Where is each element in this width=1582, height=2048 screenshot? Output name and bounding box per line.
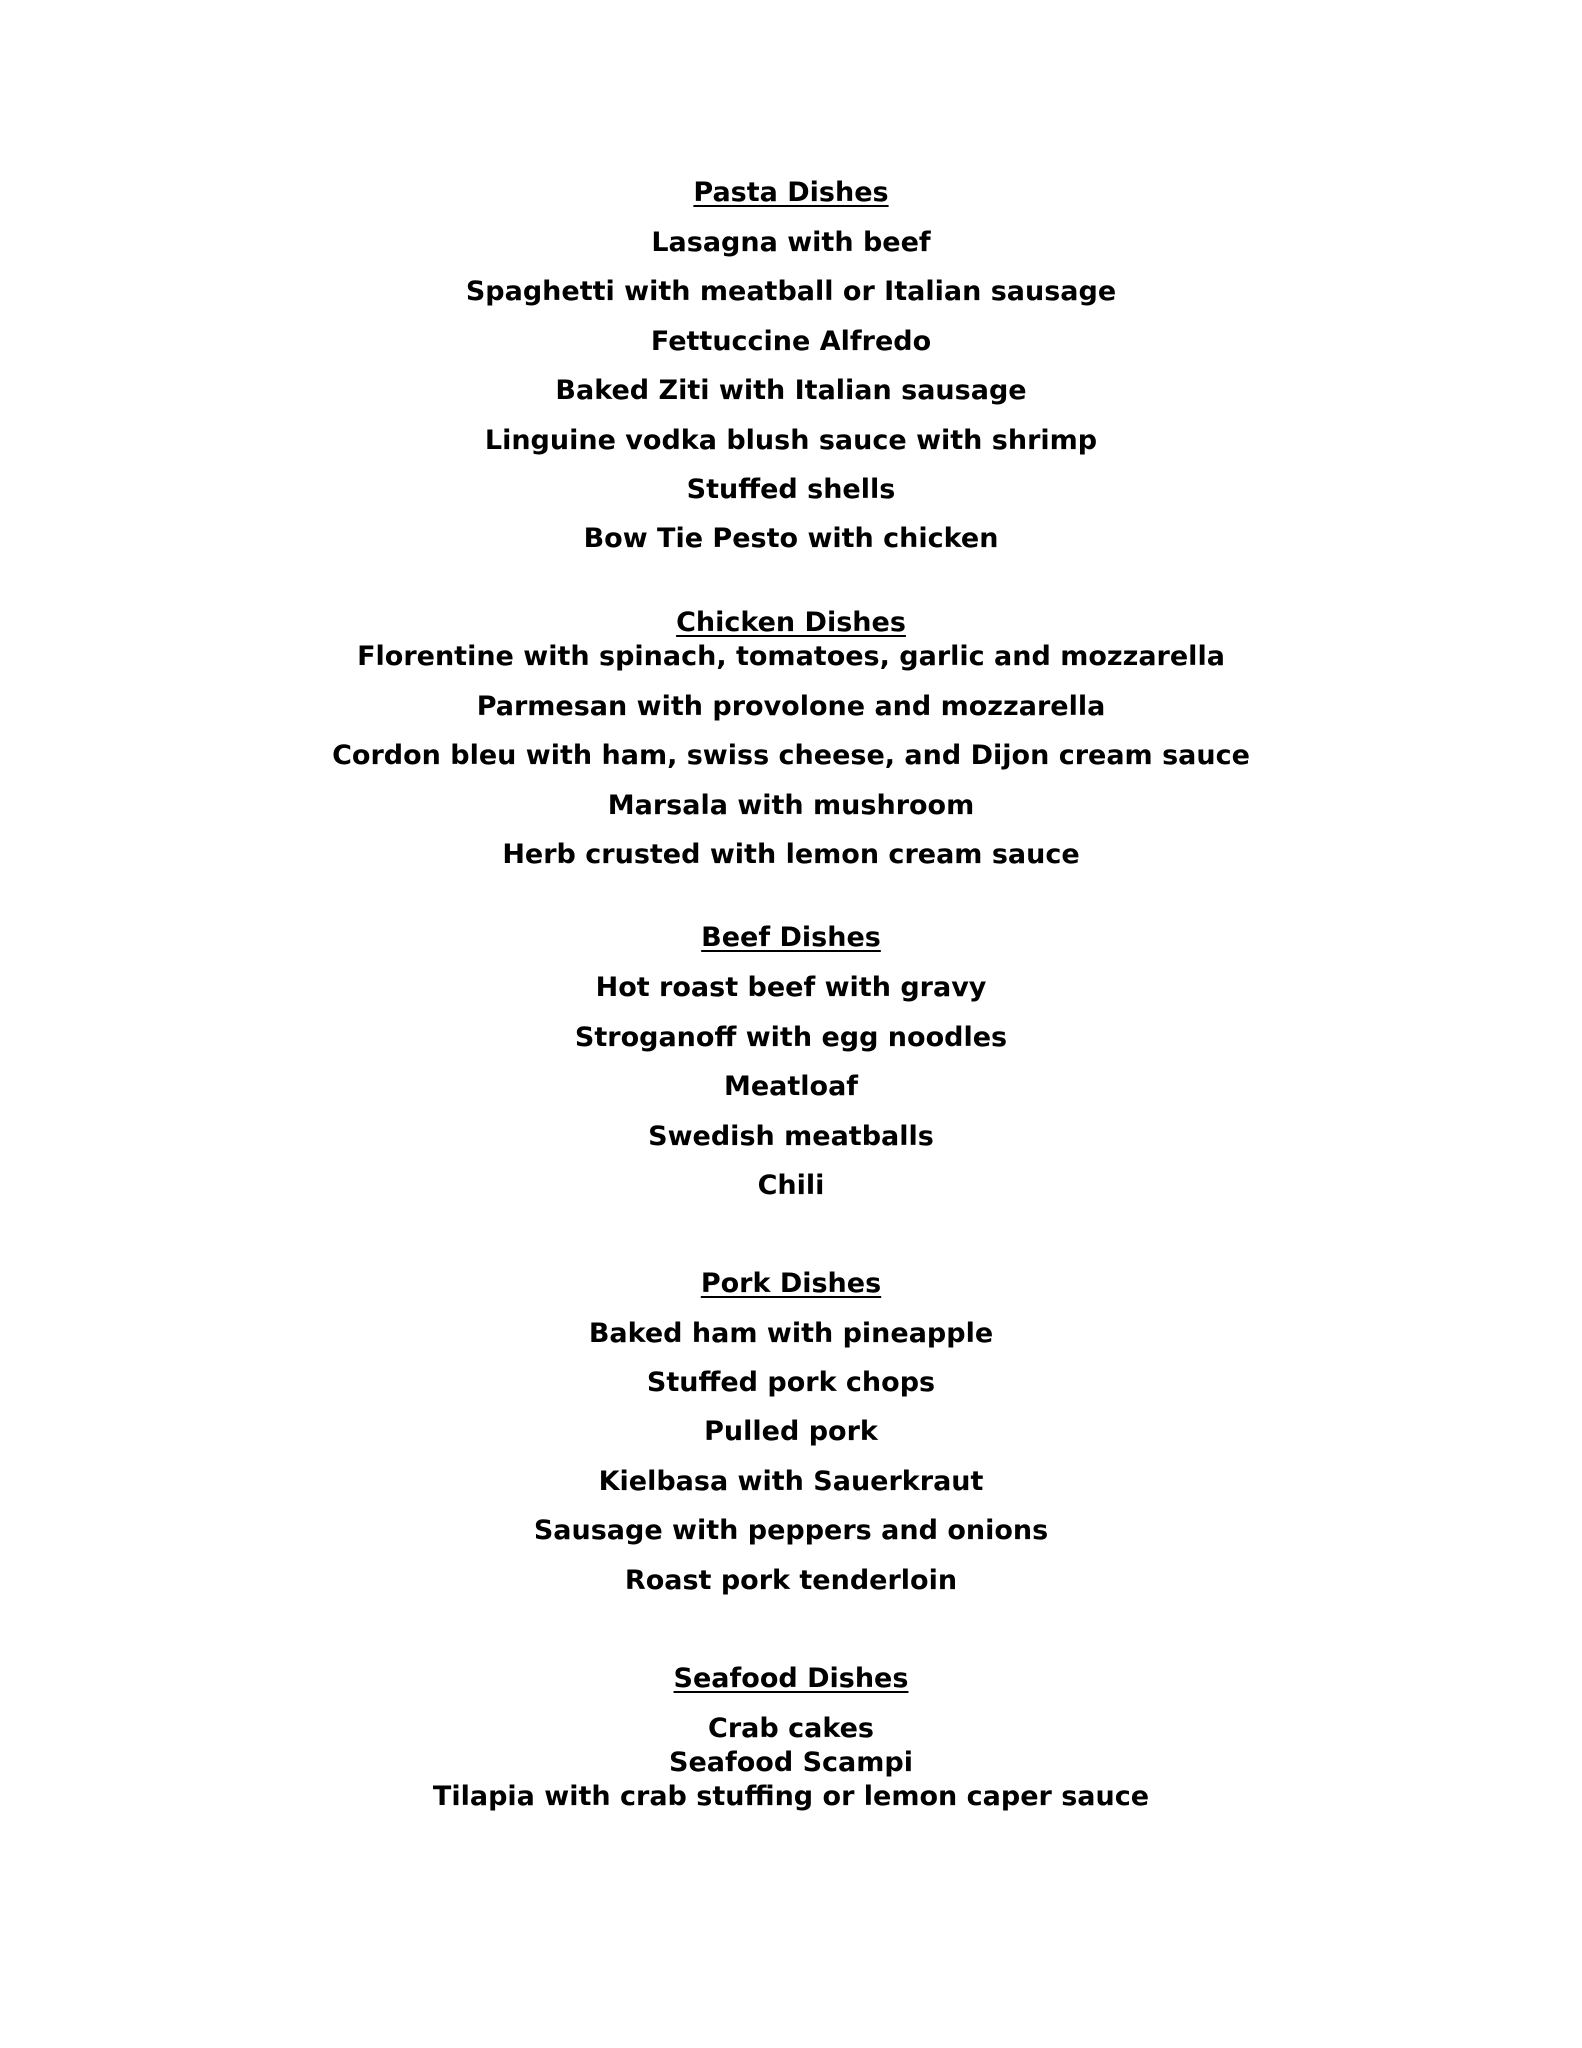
menu-item: Herb crusted with lemon cream sauce <box>502 839 1080 870</box>
menu-item: Cordon bleu with ham, swiss cheese, and Dijon cream sauce <box>332 740 1250 771</box>
menu-item: Tilapia with crab stuffing or lemon caper sauce <box>432 1781 1150 1812</box>
menu-item: Hot roast beef with gravy <box>595 972 987 1003</box>
section-heading-seafood: Seafood Dishes <box>673 1663 909 1694</box>
menu-item: Baked ham with pineapple <box>588 1318 994 1349</box>
menu-item: Linguine vodka blush sauce with shrimp <box>484 425 1098 456</box>
section-heading-beef: Beef Dishes <box>701 922 881 953</box>
menu-item: Chili <box>757 1170 825 1201</box>
menu-item: Meatloaf <box>723 1071 859 1102</box>
menu-item: Pulled pork <box>704 1416 878 1447</box>
menu-item: Roast pork tenderloin <box>624 1565 958 1596</box>
menu-item: Stroganoff with egg noodles <box>574 1022 1008 1053</box>
menu-item: Lasagna with beef <box>651 227 931 258</box>
menu-item: Marsala with mushroom <box>607 790 975 821</box>
menu-item: Kielbasa with Sauerkraut <box>598 1466 984 1497</box>
menu-item: Spaghetti with meatball or Italian sausage <box>465 276 1117 307</box>
menu-item: Crab cakes <box>708 1713 874 1744</box>
menu-item: Baked Ziti with Italian sausage <box>555 375 1027 406</box>
menu-item: Parmesan with provolone and mozzarella <box>476 691 1106 722</box>
menu-item: Stuffed shells <box>686 474 896 505</box>
menu-item: Swedish meatballs <box>648 1121 934 1152</box>
menu-item: Stuffed pork chops <box>646 1367 936 1398</box>
menu-item: Florentine with spinach, tomatoes, garlic and mozzarella <box>357 641 1225 672</box>
section-heading-pork: Pork Dishes <box>700 1268 882 1299</box>
menu-item: Bow Tie Pesto with chicken <box>583 523 999 554</box>
menu-item: Seafood Scampi <box>669 1747 913 1778</box>
menu-item: Fettuccine Alfredo <box>650 326 932 357</box>
section-heading-chicken: Chicken Dishes <box>676 607 906 638</box>
menu-item: Sausage with peppers and onions <box>533 1515 1049 1546</box>
section-heading-pasta: Pasta Dishes <box>693 177 889 208</box>
